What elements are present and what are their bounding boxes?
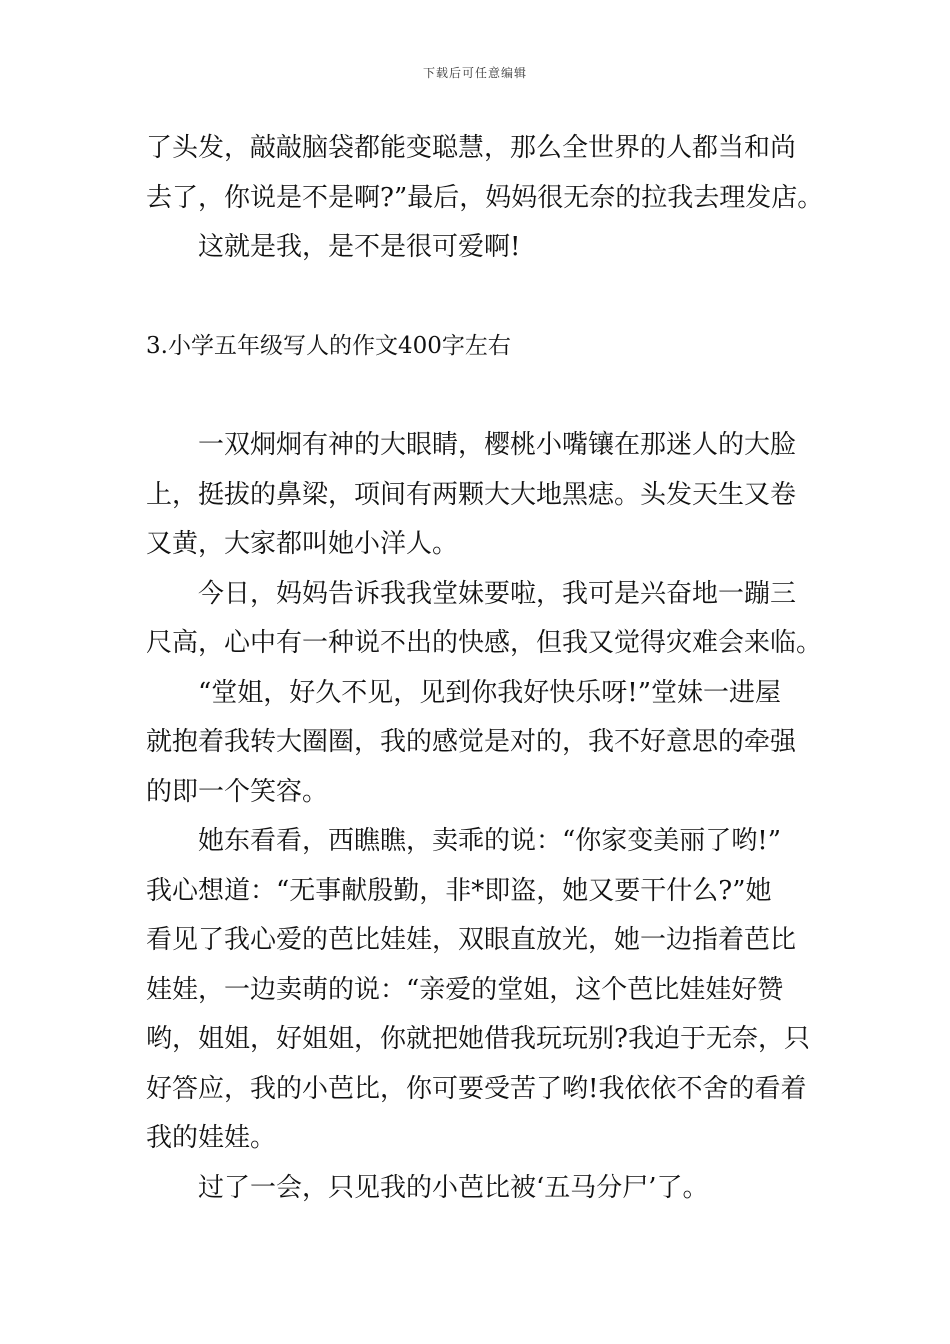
blank-line [146,273,812,323]
text-line: 我的娃娃。 [146,1123,277,1153]
text-line: 这就是我，是不是很可爱啊! [198,232,521,262]
section-heading: 3.小学五年级写人的作文400字左右 [146,333,511,359]
text-line: “堂姐，好久不见，见到你我好快乐呀!”堂妹一进屋 [198,677,782,708]
text-line: 哟，姐姐，好姐姐，你就把她借我玩玩别?我迫于无奈，只 [146,1024,810,1054]
blank-line [146,372,812,422]
text-line: 娃娃，一边卖萌的说：“亲爱的堂姐，这个芭比娃娃好赞 [146,974,784,1005]
text-line: 一双炯炯有神的大眼睛，樱桃小嘴镶在那迷人的大脸 [198,430,797,460]
text-line: 今日，妈妈告诉我我堂妹要啦，我可是兴奋地一蹦三 [198,578,797,609]
text-line: 上，挺拔的鼻梁，项间有两颗大大地黑痣。头发天生又卷 [146,479,797,510]
page-header: 下载后可任意编辑 [422,66,527,80]
text-line: 去了，你说是不是啊?”最后，妈妈很无奈的拉我去理发店。 [146,182,824,213]
text-line: 我心想道：“无事献殷勤，非*即盗，她又要干什么?”她 [146,875,772,906]
text-line: 好答应，我的小芭比，你可要受苦了哟!我依依不舍的看着 [146,1073,807,1104]
text-line: 看见了我心爱的芭比娃娃，双眼直放光，她一边指着芭比 [146,925,797,955]
text-line: 又黄，大家都叫她小洋人。 [146,529,459,559]
text-line: 的即一个笑容。 [146,776,329,807]
text-line: 了头发，敲敲脑袋都能变聪慧，那么全世界的人都当和尚 [146,133,797,163]
text-line: 就抱着我转大圈圈，我的感觉是对的，我不好意思的牵强 [146,727,797,757]
text-line: 尺高，心中有一种说不出的快感，但我又觉得灾难会来临。 [146,628,823,658]
essay-body [146,124,824,1213]
text-line: 她东看看，西瞧瞧，卖乖的说：“你家变美丽了哟!” [198,826,782,856]
text-line: 过了一会，只见我的小芭比被‘五马分尸’了。 [198,1172,709,1203]
